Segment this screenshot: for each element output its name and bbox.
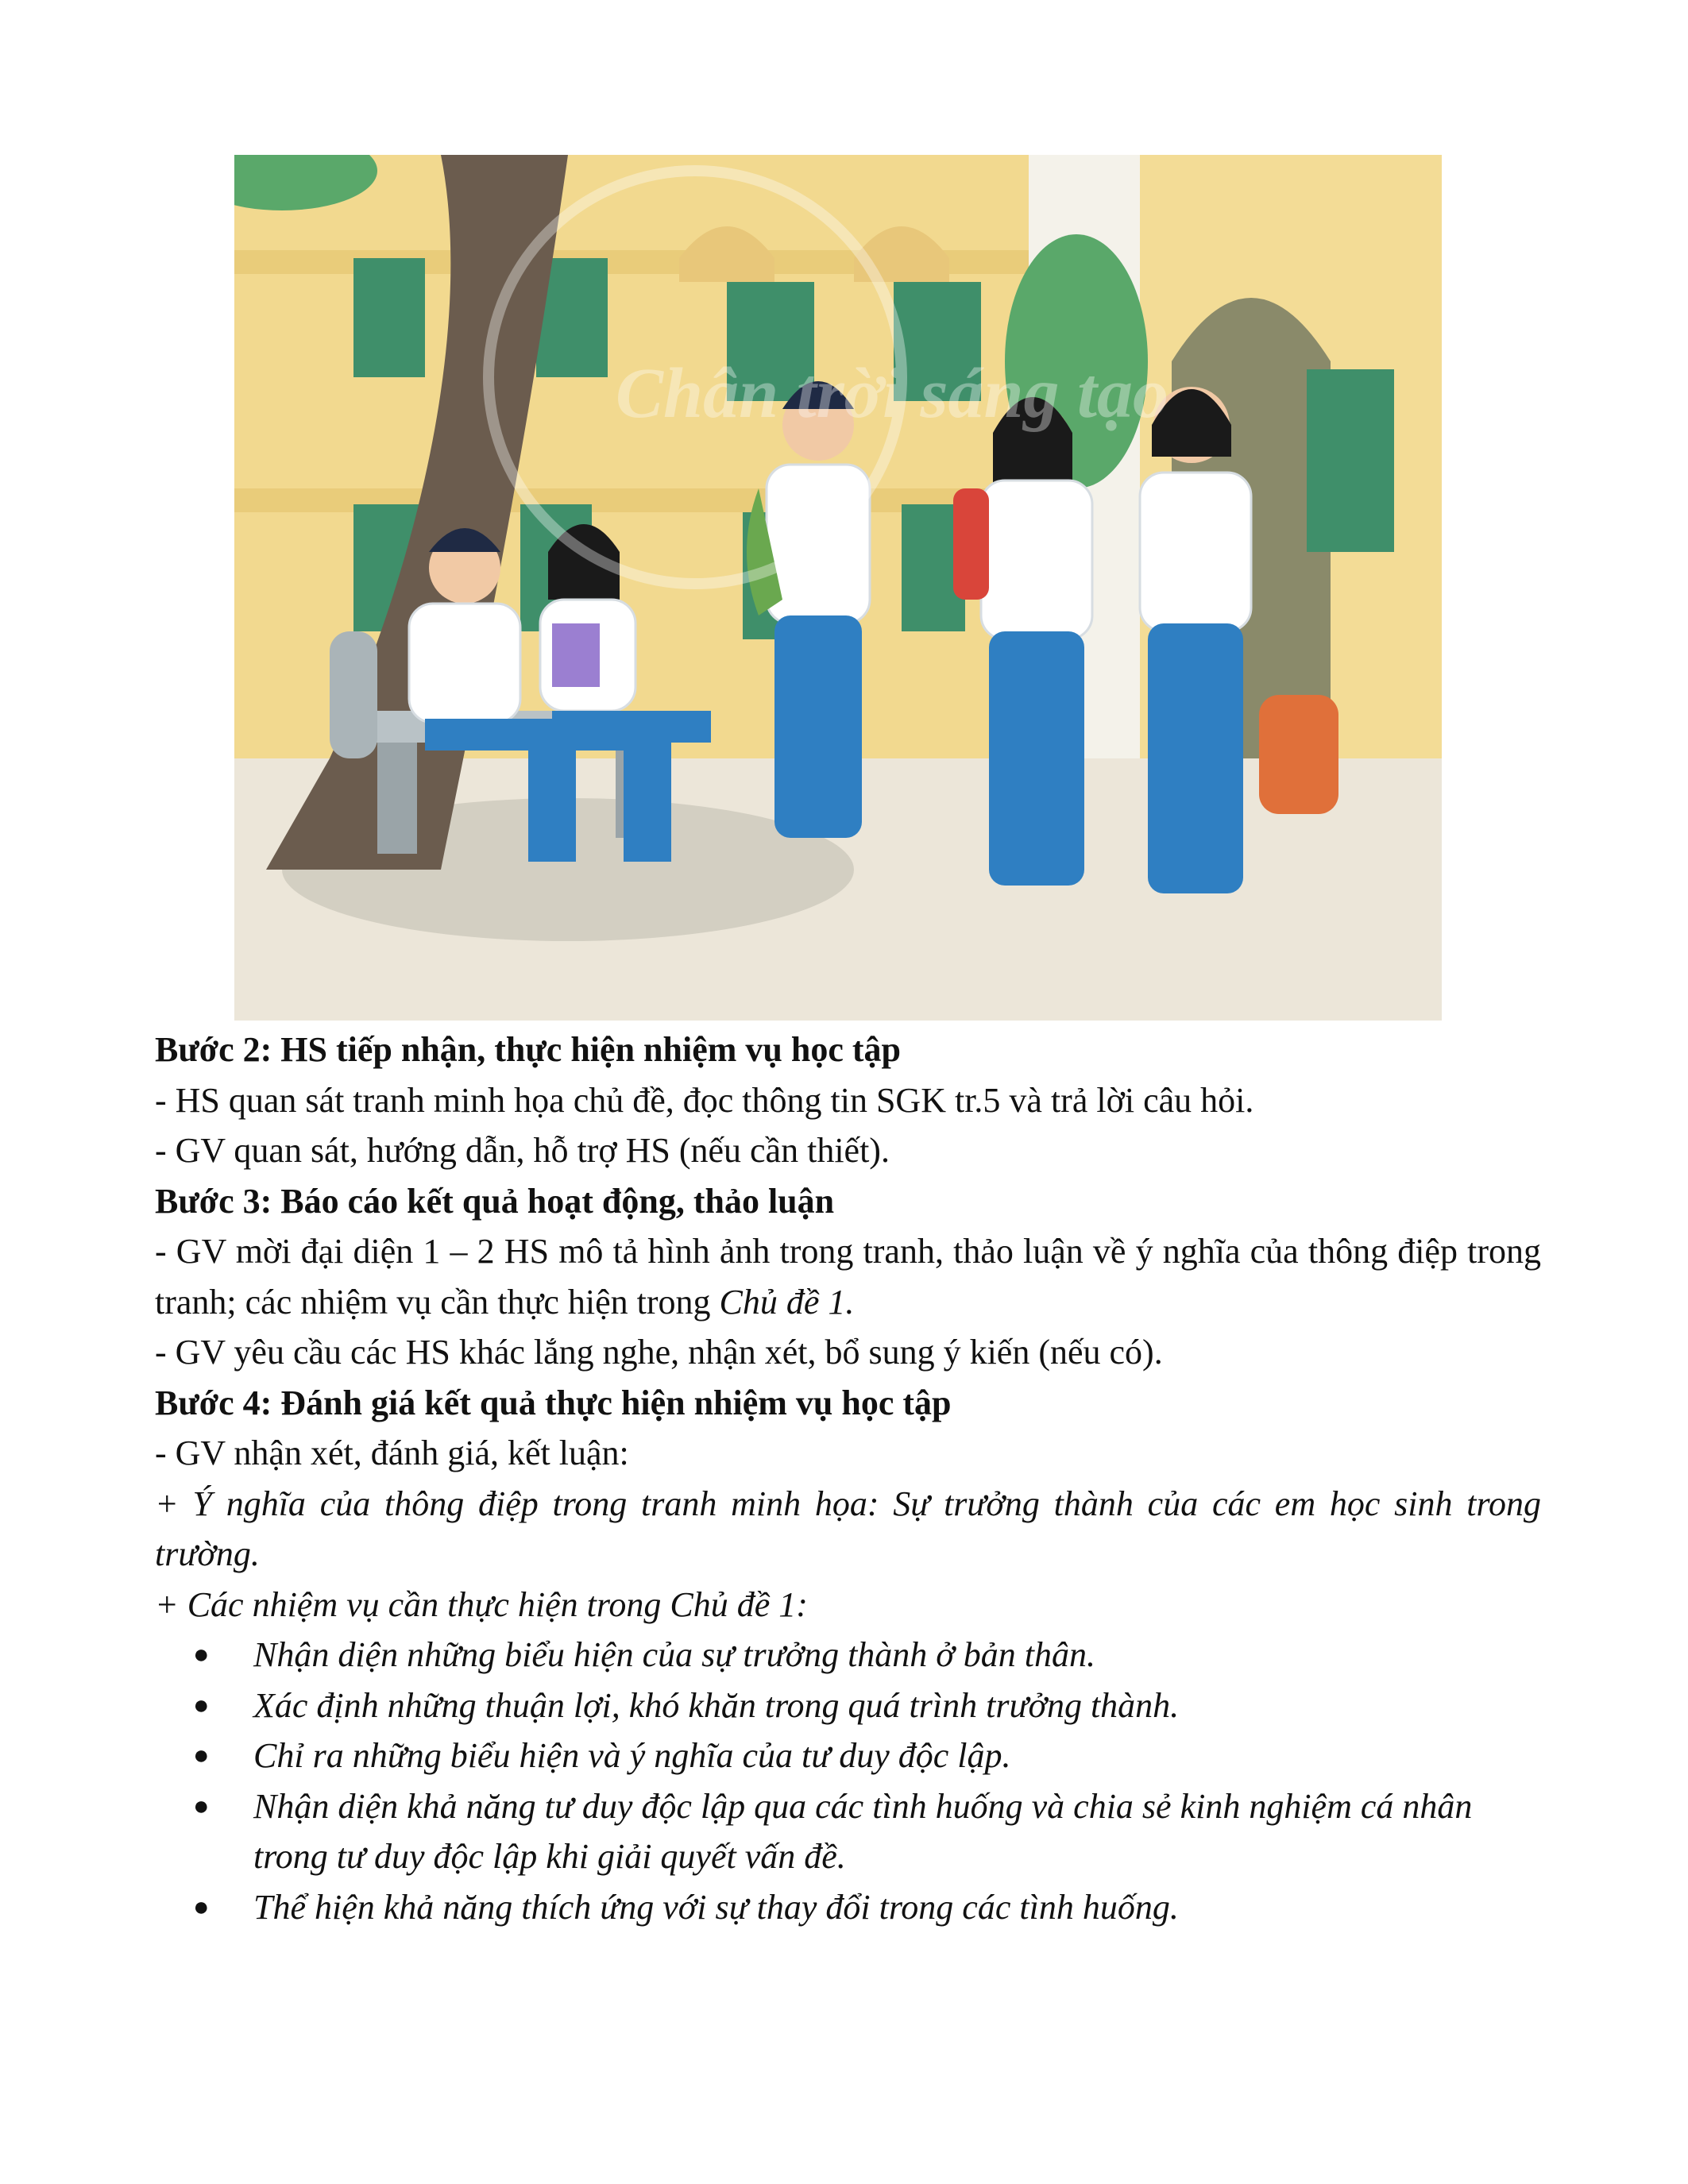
task-text: Nhận diện khả năng tư duy độc lập qua các tình huống và chia sẻ kinh nghiệm cá nhân trong tư duy độc lập khi giải quyết vấn đề. (253, 1786, 1473, 1876)
step-3-p1-italic: Chủ đề 1. (719, 1282, 855, 1322)
step-3-p1-text: - GV mời đại diện 1 – 2 HS mô tả hình ảnh trong tranh, thảo luận về ý nghĩa của thông điệp trong tranh; các nhiệm vụ cần thực hiện trong (155, 1232, 1541, 1322)
illustration-svg (234, 155, 1442, 1021)
step-4-line-1: - GV nhận xét, đánh giá, kết luận: (155, 1433, 629, 1472)
bullet-icon: ● (193, 1741, 210, 1770)
list-item (155, 1630, 1541, 1680)
task-text: Chỉ ra những biểu hiện và ý nghĩa của tư duy độc lập. (253, 1736, 1011, 1775)
step-2-heading: Bước 2: HS tiếp nhận, thực hiện nhiệm vụ học tập (155, 1030, 901, 1069)
step-3-paragraph-2: - GV yêu cầu các HS khác lắng nghe, nhận xét, bổ sung ý kiến (nếu có). (155, 1333, 1163, 1372)
task-text: Nhận diện những biểu hiện của sự trưởng thành ở bản thân. (253, 1635, 1096, 1674)
school-courtyard-illustration (234, 155, 1442, 1021)
lesson-text (155, 1024, 1541, 1932)
task-text: Thể hiện khả năng thích ứng với sự thay đổi trong các tình huống. (253, 1887, 1179, 1927)
bullet-icon: ● (193, 1791, 210, 1821)
list-item (155, 1882, 1541, 1933)
svg-text:Chân trời sáng tạo: Chân trời sáng tạo (616, 354, 1169, 433)
task-text: Xác định những thuận lợi, khó khăn trong quá trình trưởng thành. (253, 1685, 1180, 1725)
bullet-icon: ● (193, 1892, 210, 1922)
list-item (155, 1680, 1541, 1731)
step-4-heading: Bước 4: Đánh giá kết quả thực hiện nhiệm vụ học tập (155, 1383, 952, 1422)
bullet-icon: ● (193, 1690, 210, 1720)
step-4-meaning: + Ý nghĩa của thông điệp trong tranh minh họa: Sự trưởng thành của các em học sinh trong trường. (155, 1484, 1541, 1573)
list-item (155, 1731, 1541, 1781)
task-list (155, 1630, 1541, 1932)
step-4-tasks-intro: + Các nhiệm vụ cần thực hiện trong Chủ đề 1: (155, 1584, 808, 1624)
step-3-heading: Bước 3: Báo cáo kết quả hoạt động, thảo luận (155, 1181, 835, 1221)
step-2-line-1: - HS quan sát tranh minh họa chủ đề, đọc thông tin SGK tr.5 và trả lời câu hỏi. (155, 1080, 1254, 1120)
step-2-line-2: - GV quan sát, hướng dẫn, hỗ trợ HS (nếu cần thiết). (155, 1131, 890, 1170)
list-item (155, 1781, 1541, 1882)
bullet-icon: ● (193, 1640, 210, 1669)
step-3-paragraph-1 (155, 1226, 1541, 1327)
